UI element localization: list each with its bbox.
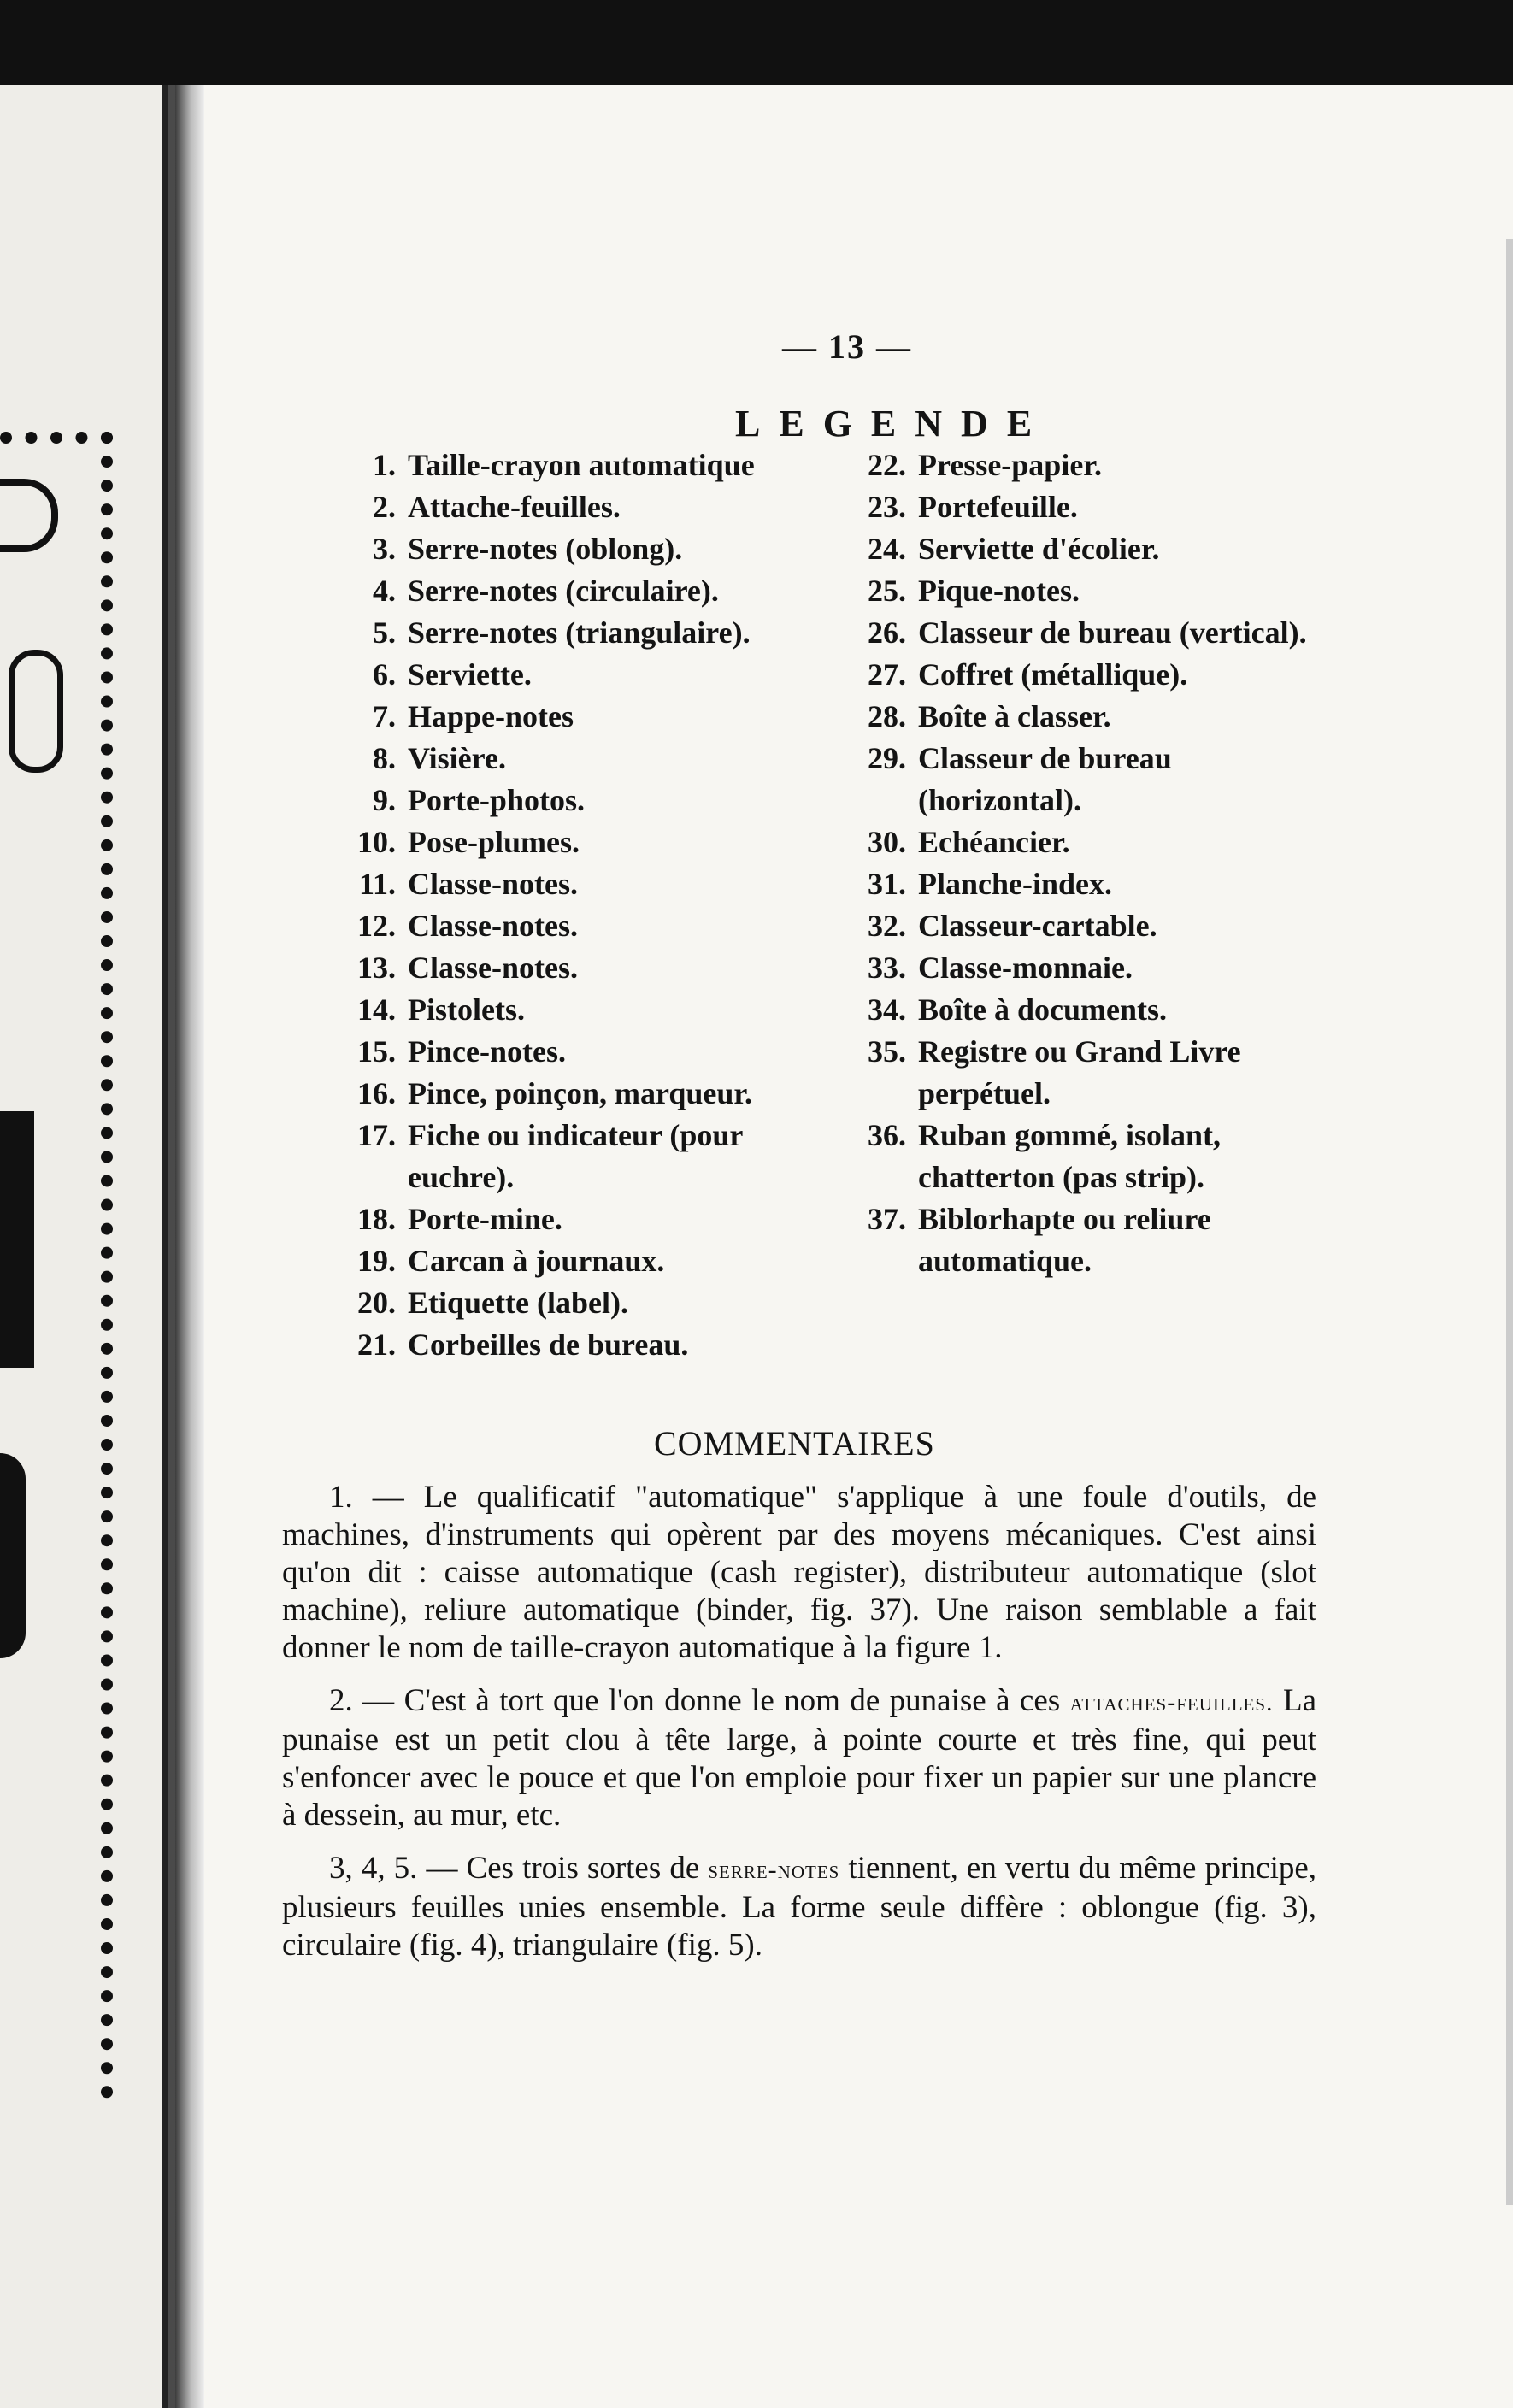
legend-item-label: Classeur-cartable.: [918, 909, 1157, 943]
comment-2-text: 2. — C'est à tort que l'on donne le nom de punaise à ces: [329, 1683, 1061, 1718]
legend-right-column: [829, 445, 1333, 1282]
legend-item: [829, 528, 1333, 570]
legend-item-label: Echéancier.: [918, 825, 1070, 859]
legend-item-number: 19.: [357, 1244, 396, 1278]
legend-item-number: 3.: [373, 532, 396, 566]
legend-item: [829, 570, 1333, 612]
legend-item-number: 31.: [868, 867, 906, 901]
legend-item: [338, 1073, 816, 1115]
legend-item-number: 15.: [357, 1034, 396, 1069]
legend-item-label: Portefeuille.: [918, 490, 1078, 524]
legend-item-number: 14.: [357, 992, 396, 1027]
legend-item-label: Registre ou Grand Livre perpétuel.: [918, 1034, 1241, 1110]
legend-item-label: Serre-notes (triangulaire).: [408, 615, 751, 650]
legend-item: [338, 445, 816, 486]
legend-item-label: Pistolets.: [408, 992, 525, 1027]
legend-item-label: Happe-notes: [408, 699, 574, 733]
legend-item: [338, 1324, 816, 1366]
legend-item-label: Classe-notes.: [408, 951, 578, 985]
comment-1: 1. — Le qualificatif "automatique" s'applique à une foule d'outils, de machines, d'instruments qui opèrent par des moyens mécaniques. C'est ainsi qu'on dit : caisse automatique (cash register), distributeur automatique (slot machine), reliure automatique (binder, fig. 37). Une raison semblable a fait donner le nom de taille-crayon automatique à la figure 1.: [282, 1480, 1316, 1665]
legend-item: [338, 1031, 816, 1073]
legend-item: [829, 905, 1333, 947]
commentaires-title: COMMENTAIRES: [654, 1424, 935, 1463]
legend-item-label: Boîte à classer.: [918, 699, 1111, 733]
legend-item: [338, 863, 816, 905]
legend-item-label: Attache-feuilles.: [408, 490, 621, 524]
legend-item: [338, 696, 816, 738]
legend-item-number: 34.: [868, 992, 906, 1027]
legend-left-column: [338, 445, 816, 1366]
legend-item: [338, 570, 816, 612]
legend-item-label: Pince-notes.: [408, 1034, 566, 1069]
legend-item: [338, 905, 816, 947]
legend-item-label: Porte-photos.: [408, 783, 585, 817]
comment-2: [282, 1682, 1316, 1834]
legend-item-number: 17.: [357, 1118, 396, 1152]
legend-item-label: Presse-papier.: [918, 448, 1102, 482]
legend-item-label: Planche-index.: [918, 867, 1113, 901]
legend-item: [829, 696, 1333, 738]
legend-item-label: Fiche ou indicateur (pour euchre).: [408, 1118, 743, 1194]
legend-item: [338, 486, 816, 528]
facing-page-illustration: [9, 650, 63, 773]
legend-item-label: Classe-notes.: [408, 867, 578, 901]
legend-item-number: 9.: [373, 783, 396, 817]
comment-3-term: serre-notes: [708, 1856, 840, 1884]
legend-title: LEGENDE: [735, 403, 1051, 445]
page-number: — 13 —: [782, 327, 912, 366]
legend-item: [338, 1240, 816, 1282]
legend-item: [829, 612, 1333, 654]
legend-item-label: Ruban gommé, isolant, chatterton (pas strip).: [918, 1118, 1222, 1194]
legend-item: [829, 738, 1333, 821]
page-edge: [1506, 239, 1513, 2205]
legend-item: [338, 612, 816, 654]
legend-item: [338, 989, 816, 1031]
legend-item-number: 11.: [358, 867, 396, 901]
legend-item-number: 21.: [357, 1328, 396, 1362]
legend-item-label: Serre-notes (circulaire).: [408, 574, 719, 608]
legend-item-label: Coffret (métallique).: [918, 657, 1188, 692]
facing-page-illustration: [0, 1111, 34, 1368]
legend-item-label: Taille-crayon automatique: [408, 448, 755, 482]
legend-item: [829, 486, 1333, 528]
legend-item-number: 30.: [868, 825, 906, 859]
legend-item-label: Porte-mine.: [408, 1202, 562, 1236]
legend-item: [829, 947, 1333, 989]
comment-2-text: La punaise est un petit clou à tête large, à pointe courte et très fine, qui peut s'enfoncer avec le pouce et que l'on emploie pour fixer un papier sur une plancre à dessein, au mur, etc.: [282, 1683, 1316, 1833]
legend-item: [829, 445, 1333, 486]
legend-item-label: Serviette d'écolier.: [918, 532, 1160, 566]
comment-3-text: tiennent, en vertu du même principe, plusieurs feuilles unies ensemble. La forme seule diffère : oblongue (fig. 3), circulaire (fig. 4), triangulaire (fig. 5).: [282, 1851, 1317, 1963]
legend-item-number: 7.: [373, 699, 396, 733]
legend-item-number: 36.: [868, 1118, 906, 1152]
legend-item-number: 23.: [868, 490, 906, 524]
legend-item-number: 18.: [357, 1202, 396, 1236]
legend-item-label: Corbeilles de bureau.: [408, 1328, 689, 1362]
legend-item-label: Carcan à journaux.: [408, 1244, 665, 1278]
legend-item-number: 2.: [373, 490, 396, 524]
legend-item-number: 35.: [868, 1034, 906, 1069]
legend-item-label: Classeur de bureau (horizontal).: [918, 741, 1172, 817]
legend-item-number: 8.: [373, 741, 396, 775]
legend-item-label: Visière.: [408, 741, 506, 775]
facing-page-illustration: [0, 1453, 26, 1658]
legend-item: [338, 1115, 816, 1198]
legend-item-label: Pose-plumes.: [408, 825, 580, 859]
legend-item-label: Classeur de bureau (vertical).: [918, 615, 1307, 650]
legend-item: [338, 1282, 816, 1324]
legend-item-number: 25.: [868, 574, 906, 608]
legend-item-number: 1.: [373, 448, 396, 482]
legend-item: [338, 947, 816, 989]
legend-item-number: 33.: [868, 951, 906, 985]
commentaires-body: [282, 1479, 1316, 1980]
comment-3-text: 3, 4, 5. — Ces trois sortes de: [329, 1851, 700, 1886]
legend-item-number: 6.: [373, 657, 396, 692]
legend-item: [829, 1198, 1333, 1282]
legend-item-number: 26.: [868, 615, 906, 650]
legend-item: [338, 528, 816, 570]
legend-item-number: 12.: [357, 909, 396, 943]
legend-item-number: 20.: [357, 1286, 396, 1320]
legend-item: [829, 654, 1333, 696]
legend-item-number: 13.: [357, 951, 396, 985]
legend-item-number: 27.: [868, 657, 906, 692]
legend-item-label: Serviette.: [408, 657, 532, 692]
legend-item-label: Etiquette (label).: [408, 1286, 628, 1320]
legend-item: [338, 780, 816, 821]
comment-2-term: attaches-feuilles.: [1069, 1688, 1274, 1716]
legend-item-number: 37.: [868, 1202, 906, 1236]
legend-item-label: Serre-notes (oblong).: [408, 532, 683, 566]
legend-item: [338, 738, 816, 780]
legend-item-number: 5.: [373, 615, 396, 650]
legend-item-label: Boîte à documents.: [918, 992, 1167, 1027]
legend-item: [338, 654, 816, 696]
legend-item-number: 10.: [357, 825, 396, 859]
legend-item-label: Pince, poinçon, marqueur.: [408, 1076, 753, 1110]
legend-item-label: Biblorhapte ou reliure automatique.: [918, 1202, 1211, 1278]
legend-item-number: 29.: [868, 741, 906, 775]
legend-item-number: 16.: [357, 1076, 396, 1110]
book-binding: [175, 85, 204, 2408]
legend-item-number: 24.: [868, 532, 906, 566]
legend-item: [338, 1198, 816, 1240]
legend-item: [338, 821, 816, 863]
legend-item-label: Classe-monnaie.: [918, 951, 1133, 985]
legend-item: [829, 1031, 1333, 1115]
legend-item: [829, 989, 1333, 1031]
legend-item: [829, 863, 1333, 905]
legend-item: [829, 821, 1333, 863]
legend-item-number: 4.: [373, 574, 396, 608]
legend-item-number: 22.: [868, 448, 906, 482]
comment-3: [282, 1850, 1316, 1964]
legend-item: [829, 1115, 1333, 1198]
legend-item-label: Classe-notes.: [408, 909, 578, 943]
legend-item-label: Pique-notes.: [918, 574, 1080, 608]
legend-item-number: 28.: [868, 699, 906, 733]
legend-item-number: 32.: [868, 909, 906, 943]
